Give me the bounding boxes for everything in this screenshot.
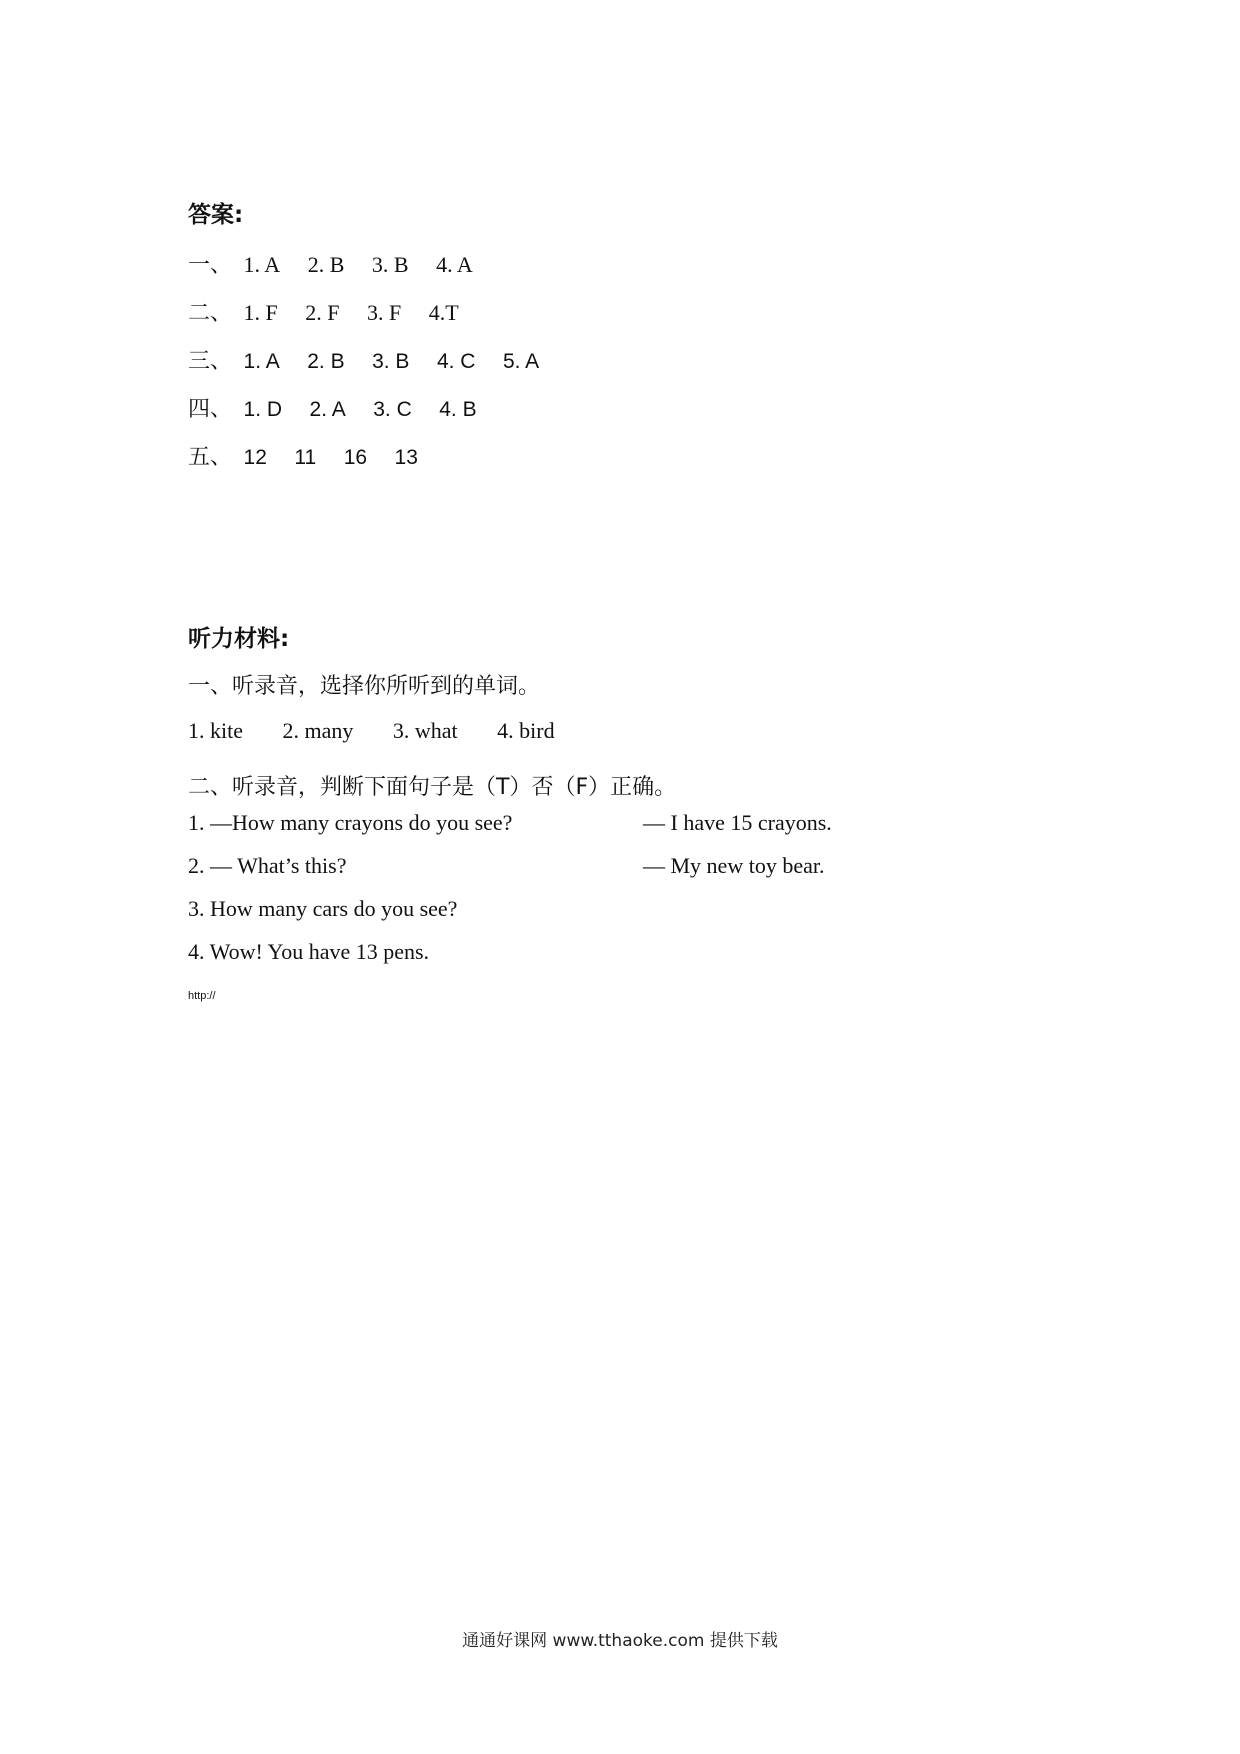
answer-item: 2. B (307, 252, 345, 277)
dialog-question: 2. — What’s this? (188, 853, 347, 878)
answer-row-prefix: 三、 (188, 349, 233, 374)
listening-section1-title: 一、听录音，选择你所听到的单词。 (188, 674, 541, 699)
answer-item: 4. C (436, 350, 476, 373)
dialog-answer: — My new toy bear. (643, 853, 825, 878)
answer-row-3 (188, 344, 561, 375)
answer-row-4 (188, 392, 499, 423)
listening-heading: 听力材料: (188, 626, 290, 652)
listening-section1-words (188, 718, 589, 744)
answer-item: 16 (343, 446, 368, 469)
word-item: 1. kite (188, 718, 243, 743)
dialog-answer: — I have 15 crayons. (643, 810, 832, 835)
answer-item: 3. F (367, 300, 402, 325)
word-item: 3. what (392, 718, 458, 743)
answer-row-prefix: 五、 (188, 445, 233, 470)
answer-item: 3. B (372, 350, 410, 373)
answer-row-5 (188, 440, 440, 471)
answer-item: 3. B (371, 252, 409, 277)
answer-item: 4. A (436, 252, 473, 277)
answer-row-1 (188, 248, 495, 279)
link-text[interactable]: http:// (188, 990, 216, 1002)
answer-item: 2. B (307, 350, 345, 373)
answer-item: 4.T (428, 300, 459, 325)
answer-item: 12 (243, 446, 267, 469)
word-item: 2. many (282, 718, 354, 743)
answer-item: 1. A (243, 350, 280, 373)
listening-section2-title: 二、听录音，判断下面句子是（T）否（F）正确。 (188, 775, 677, 800)
sentence-3: 3. How many cars do you see? (188, 896, 458, 921)
answer-row-prefix: 二、 (188, 301, 233, 326)
dialog-line-1 (188, 810, 832, 836)
answer-row-prefix: 一、 (188, 253, 233, 278)
answer-item: 1. F (243, 300, 278, 325)
answer-item: 1. A (243, 252, 281, 277)
dialog-line-2 (188, 853, 824, 879)
footer-credit: 通通好课网 www.tthaoke.com 提供下载 (462, 1631, 778, 1651)
dialog-question: 1. —How many crayons do you see? (188, 810, 513, 835)
answer-item: 3. C (373, 398, 412, 421)
word-item: 4. bird (497, 718, 555, 743)
answer-item: 4. B (439, 398, 477, 421)
answer-item: 1. D (243, 398, 283, 421)
answer-item: 11 (294, 446, 317, 469)
answer-item: 2. F (305, 300, 340, 325)
answer-item: 13 (394, 446, 418, 469)
answer-item: 5. A (502, 350, 540, 373)
answer-item: 2. A (309, 398, 346, 421)
answer-row-2 (188, 296, 481, 327)
sentence-4: 4. Wow! You have 13 pens. (188, 939, 430, 964)
answer-row-prefix: 四、 (188, 397, 233, 422)
answers-heading: 答案: (188, 202, 244, 228)
